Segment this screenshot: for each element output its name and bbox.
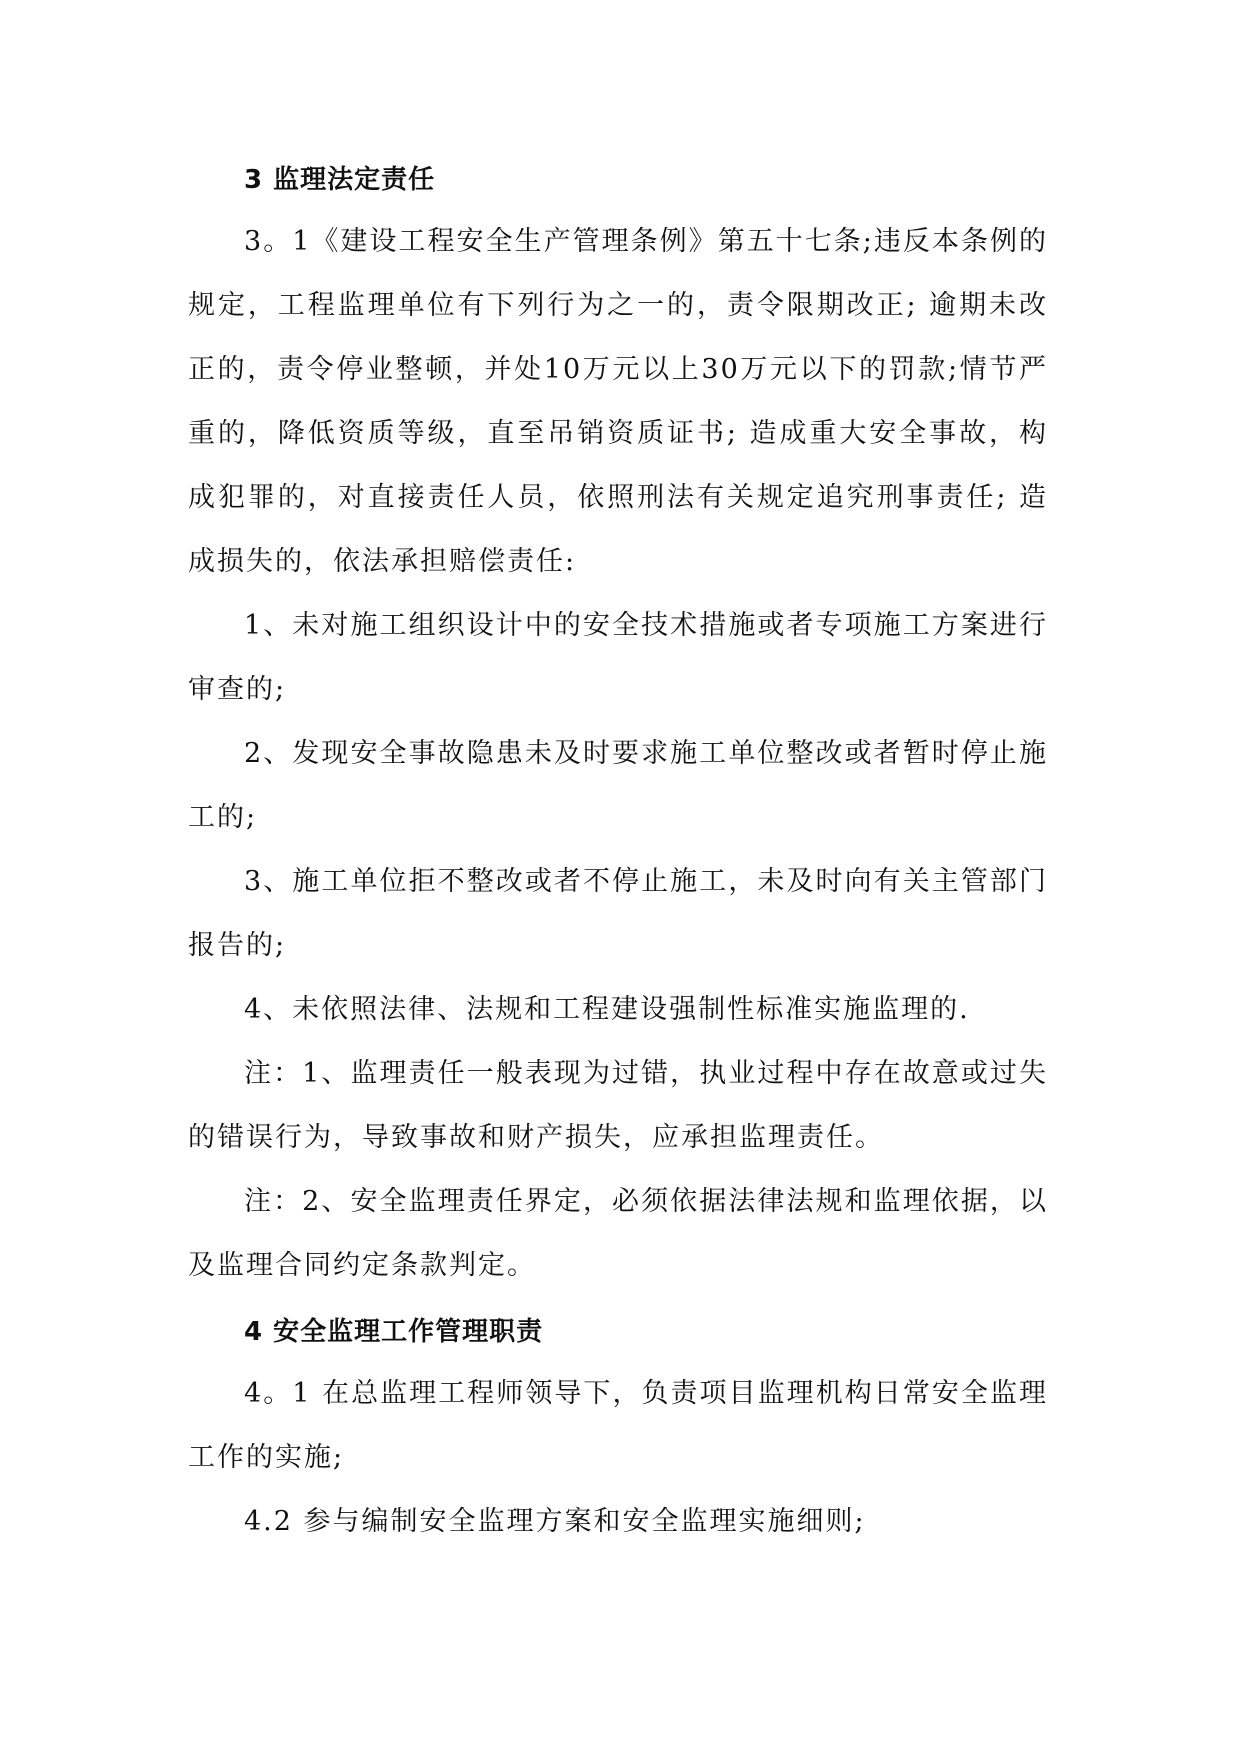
paragraph: 注：2、安全监理责任界定，必须依据法律法规和监理依据，以及监理合同约定条款判定。: [188, 1186, 1048, 1281]
document-body: [188, 160, 1048, 1554]
paragraph: 4。1 在总监理工程师领导下，负责项目监理机构日常安全监理工作的实施;: [188, 1378, 1048, 1473]
paragraph: 4.2 参与编制安全监理方案和安全监理实施细则;: [244, 1506, 866, 1537]
paragraph: 注：1、监理责任一般表现为过错，执业过程中存在故意或过失的错误行为，导致事故和财产损失，应承担监理责任。: [188, 1058, 1048, 1153]
section-heading: 3 监理法定责任: [244, 165, 436, 195]
paragraph: 3。1《建设工程安全生产管理条例》第五十七条;违反本条例的规定，工程监理单位有下列行为之一的，责令限期改正; 逾期未改正的，责令停业整顿，并处10万元以上30万元以下的罚款;情节严重的，降低资质等级，直至吊销资质证书; 造成重大安全事故，构成犯罪的，对直接责任人员，依照刑法有关规定追究刑事责任; 造成损失的，依法承担赔偿责任:: [188, 226, 1048, 577]
paragraph: 4、未依照法律、法规和工程建设强制性标准实施监理的.: [244, 994, 970, 1025]
paragraph: 2、发现安全事故隐患未及时要求施工单位整改或者暂时停止施工的;: [188, 738, 1048, 833]
section-heading: 4 安全监理工作管理职责: [244, 1317, 544, 1347]
paragraph: 3、施工单位拒不整改或者不停止施工，未及时向有关主管部门报告的;: [188, 866, 1048, 961]
paragraph: 1、未对施工组织设计中的安全技术措施或者专项施工方案进行审查的;: [188, 610, 1048, 705]
